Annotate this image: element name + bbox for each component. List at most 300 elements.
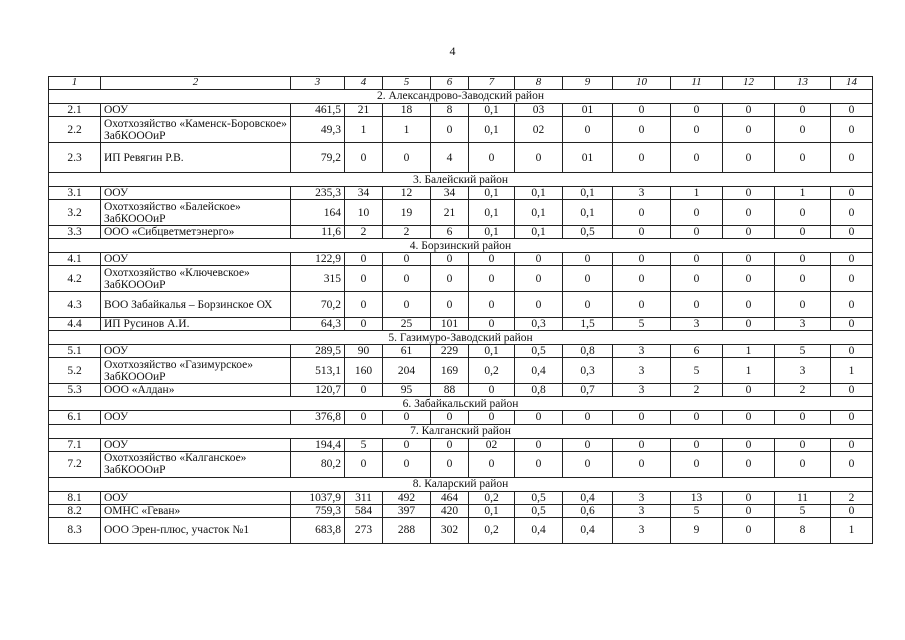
cell-col-14: 0 <box>831 504 873 517</box>
cell-col-3: 49,3 <box>291 117 345 143</box>
table-row <box>49 504 873 517</box>
cell-col-6: 229 <box>431 345 469 358</box>
cell-col-10: 3 <box>613 504 671 517</box>
cell-col-12: 1 <box>723 345 775 358</box>
cell-col-12: 0 <box>723 504 775 517</box>
cell-col-14: 0 <box>831 200 873 226</box>
table-row <box>49 517 873 543</box>
section-title: 2. Александрово-Заводский район <box>49 90 873 104</box>
table-row <box>49 384 873 397</box>
cell-col-8: 0 <box>515 411 563 424</box>
cell-col-12: 0 <box>723 292 775 318</box>
cell-col-9: 0 <box>563 266 613 292</box>
section-header-row <box>49 477 873 491</box>
cell-col-7: 0,1 <box>469 345 515 358</box>
cell-col-5: 492 <box>383 491 431 504</box>
row-name: ООУ <box>101 411 291 424</box>
cell-col-4: 0 <box>345 143 383 173</box>
cell-col-4: 311 <box>345 491 383 504</box>
row-number: 8.2 <box>49 504 101 517</box>
cell-col-14: 0 <box>831 292 873 318</box>
cell-col-11: 0 <box>671 266 723 292</box>
cell-col-4: 0 <box>345 292 383 318</box>
cell-col-10: 0 <box>613 117 671 143</box>
row-number: 4.4 <box>49 318 101 331</box>
cell-col-10: 0 <box>613 411 671 424</box>
cell-col-14: 0 <box>831 143 873 173</box>
row-name: Охотхозяйство «Ключевское» ЗабКОООиР <box>101 266 291 292</box>
cell-col-9: 01 <box>563 143 613 173</box>
cell-col-5: 0 <box>383 266 431 292</box>
section-header-row <box>49 239 873 253</box>
cell-col-12: 0 <box>723 438 775 451</box>
table-row <box>49 117 873 143</box>
cell-col-6: 169 <box>431 358 469 384</box>
row-name: ИП Ревягин Р.В. <box>101 143 291 173</box>
cell-col-7: 02 <box>469 438 515 451</box>
row-name: ООУ <box>101 104 291 117</box>
row-name: Охотхозяйство «Калганское» ЗабКОООиР <box>101 451 291 477</box>
cell-col-4: 0 <box>345 411 383 424</box>
cell-col-8: 0,1 <box>515 226 563 239</box>
cell-col-12: 0 <box>723 517 775 543</box>
cell-col-4: 584 <box>345 504 383 517</box>
cell-col-12: 0 <box>723 104 775 117</box>
cell-col-8: 0,4 <box>515 517 563 543</box>
cell-col-3: 461,5 <box>291 104 345 117</box>
cell-col-7: 0,2 <box>469 491 515 504</box>
row-name: ООУ <box>101 438 291 451</box>
cell-col-8: 0 <box>515 253 563 266</box>
cell-col-13: 3 <box>775 358 831 384</box>
cell-col-4: 34 <box>345 187 383 200</box>
column-number-6: 6 <box>431 77 469 90</box>
cell-col-4: 0 <box>345 253 383 266</box>
cell-col-6: 6 <box>431 226 469 239</box>
cell-col-6: 8 <box>431 104 469 117</box>
cell-col-10: 3 <box>613 358 671 384</box>
row-number: 7.1 <box>49 438 101 451</box>
cell-col-9: 0,1 <box>563 187 613 200</box>
section-header-row <box>49 90 873 104</box>
section-header-row <box>49 424 873 438</box>
cell-col-6: 34 <box>431 187 469 200</box>
cell-col-3: 79,2 <box>291 143 345 173</box>
cell-col-13: 0 <box>775 451 831 477</box>
cell-col-14: 0 <box>831 104 873 117</box>
column-number-5: 5 <box>383 77 431 90</box>
cell-col-4: 10 <box>345 200 383 226</box>
cell-col-6: 0 <box>431 451 469 477</box>
cell-col-14: 2 <box>831 491 873 504</box>
cell-col-5: 19 <box>383 200 431 226</box>
row-number: 3.1 <box>49 187 101 200</box>
column-number-13: 13 <box>775 77 831 90</box>
table-row <box>49 292 873 318</box>
cell-col-11: 0 <box>671 451 723 477</box>
cell-col-11: 0 <box>671 117 723 143</box>
cell-col-13: 0 <box>775 200 831 226</box>
cell-col-10: 3 <box>613 345 671 358</box>
row-name: ООУ <box>101 345 291 358</box>
cell-col-7: 0 <box>469 411 515 424</box>
cell-col-12: 0 <box>723 491 775 504</box>
cell-col-6: 88 <box>431 384 469 397</box>
cell-col-7: 0 <box>469 292 515 318</box>
cell-col-3: 122,9 <box>291 253 345 266</box>
cell-col-4: 0 <box>345 318 383 331</box>
section-title: 6. Забайкальский район <box>49 397 873 411</box>
column-number-8: 8 <box>515 77 563 90</box>
cell-col-11: 0 <box>671 143 723 173</box>
cell-col-11: 6 <box>671 345 723 358</box>
cell-col-10: 0 <box>613 226 671 239</box>
cell-col-7: 0 <box>469 384 515 397</box>
row-number: 8.3 <box>49 517 101 543</box>
cell-col-14: 0 <box>831 187 873 200</box>
cell-col-14: 0 <box>831 117 873 143</box>
cell-col-10: 0 <box>613 200 671 226</box>
cell-col-11: 3 <box>671 318 723 331</box>
column-number-14: 14 <box>831 77 873 90</box>
cell-col-4: 0 <box>345 266 383 292</box>
cell-col-6: 0 <box>431 292 469 318</box>
table-row <box>49 411 873 424</box>
row-name: Охотхозяйство «Газимурское» ЗабКОООиР <box>101 358 291 384</box>
cell-col-7: 0,2 <box>469 517 515 543</box>
column-number-9: 9 <box>563 77 613 90</box>
cell-col-14: 0 <box>831 318 873 331</box>
cell-col-10: 0 <box>613 451 671 477</box>
column-number-7: 7 <box>469 77 515 90</box>
column-number-4: 4 <box>345 77 383 90</box>
cell-col-7: 0 <box>469 318 515 331</box>
cell-col-5: 95 <box>383 384 431 397</box>
cell-col-8: 0 <box>515 451 563 477</box>
row-name: Охотхозяйство «Балейское» ЗабКОООиР <box>101 200 291 226</box>
cell-col-12: 0 <box>723 226 775 239</box>
cell-col-14: 0 <box>831 253 873 266</box>
cell-col-4: 1 <box>345 117 383 143</box>
table-row <box>49 253 873 266</box>
cell-col-12: 0 <box>723 200 775 226</box>
cell-col-13: 2 <box>775 384 831 397</box>
cell-col-9: 0,1 <box>563 200 613 226</box>
cell-col-11: 1 <box>671 187 723 200</box>
cell-col-5: 61 <box>383 345 431 358</box>
table-row <box>49 266 873 292</box>
cell-col-3: 683,8 <box>291 517 345 543</box>
cell-col-6: 464 <box>431 491 469 504</box>
cell-col-7: 0,1 <box>469 117 515 143</box>
cell-col-11: 5 <box>671 358 723 384</box>
cell-col-4: 0 <box>345 451 383 477</box>
table-row <box>49 200 873 226</box>
cell-col-7: 0 <box>469 253 515 266</box>
cell-col-4: 21 <box>345 104 383 117</box>
row-number: 8.1 <box>49 491 101 504</box>
cell-col-4: 90 <box>345 345 383 358</box>
section-title: 3. Балейский район <box>49 173 873 187</box>
cell-col-13: 8 <box>775 517 831 543</box>
cell-col-11: 2 <box>671 384 723 397</box>
cell-col-7: 0,1 <box>469 504 515 517</box>
cell-col-8: 0,1 <box>515 200 563 226</box>
cell-col-3: 70,2 <box>291 292 345 318</box>
cell-col-14: 0 <box>831 451 873 477</box>
cell-col-9: 0 <box>563 117 613 143</box>
section-title: 5. Газимуро-Заводский район <box>49 331 873 345</box>
cell-col-6: 420 <box>431 504 469 517</box>
cell-col-13: 0 <box>775 104 831 117</box>
row-name: ООУ <box>101 491 291 504</box>
cell-col-11: 0 <box>671 411 723 424</box>
row-name: ОМНС «Геван» <box>101 504 291 517</box>
cell-col-13: 0 <box>775 226 831 239</box>
cell-col-6: 101 <box>431 318 469 331</box>
column-number-2: 2 <box>101 77 291 90</box>
row-number: 2.1 <box>49 104 101 117</box>
cell-col-9: 0 <box>563 451 613 477</box>
cell-col-14: 1 <box>831 358 873 384</box>
cell-col-9: 0,5 <box>563 226 613 239</box>
cell-col-12: 0 <box>723 451 775 477</box>
cell-col-14: 0 <box>831 266 873 292</box>
cell-col-13: 0 <box>775 292 831 318</box>
cell-col-13: 0 <box>775 411 831 424</box>
cell-col-13: 0 <box>775 143 831 173</box>
row-name: ИП Русинов А.И. <box>101 318 291 331</box>
cell-col-3: 1037,9 <box>291 491 345 504</box>
cell-col-10: 3 <box>613 517 671 543</box>
cell-col-5: 397 <box>383 504 431 517</box>
cell-col-11: 0 <box>671 104 723 117</box>
cell-col-11: 9 <box>671 517 723 543</box>
cell-col-3: 376,8 <box>291 411 345 424</box>
cell-col-5: 0 <box>383 143 431 173</box>
table-row <box>49 345 873 358</box>
row-name: ООО «Сибцветметэнерго» <box>101 226 291 239</box>
cell-col-11: 0 <box>671 438 723 451</box>
cell-col-8: 0 <box>515 266 563 292</box>
row-number: 4.1 <box>49 253 101 266</box>
cell-col-12: 0 <box>723 318 775 331</box>
cell-col-5: 1 <box>383 117 431 143</box>
cell-col-6: 0 <box>431 438 469 451</box>
cell-col-5: 0 <box>383 438 431 451</box>
column-number-1: 1 <box>49 77 101 90</box>
row-name: Охотхозяйство «Каменск-Боровское» ЗабКОООиР <box>101 117 291 143</box>
row-number: 6.1 <box>49 411 101 424</box>
cell-col-3: 64,3 <box>291 318 345 331</box>
cell-col-3: 164 <box>291 200 345 226</box>
cell-col-6: 21 <box>431 200 469 226</box>
cell-col-3: 289,5 <box>291 345 345 358</box>
cell-col-12: 0 <box>723 384 775 397</box>
cell-col-14: 0 <box>831 345 873 358</box>
table-row <box>49 187 873 200</box>
row-number: 4.3 <box>49 292 101 318</box>
cell-col-13: 0 <box>775 117 831 143</box>
cell-col-3: 235,3 <box>291 187 345 200</box>
cell-col-4: 160 <box>345 358 383 384</box>
cell-col-9: 0,8 <box>563 345 613 358</box>
cell-col-14: 0 <box>831 384 873 397</box>
cell-col-11: 0 <box>671 292 723 318</box>
hunting-data-table <box>48 76 873 544</box>
cell-col-9: 0 <box>563 292 613 318</box>
column-number-row <box>49 77 873 90</box>
cell-col-10: 0 <box>613 438 671 451</box>
row-name: ООУ <box>101 253 291 266</box>
cell-col-9: 0,4 <box>563 517 613 543</box>
cell-col-8: 0,3 <box>515 318 563 331</box>
cell-col-10: 0 <box>613 104 671 117</box>
row-number: 5.2 <box>49 358 101 384</box>
cell-col-12: 0 <box>723 143 775 173</box>
cell-col-10: 3 <box>613 491 671 504</box>
cell-col-9: 1,5 <box>563 318 613 331</box>
table-row <box>49 491 873 504</box>
cell-col-7: 0,1 <box>469 187 515 200</box>
cell-col-6: 0 <box>431 266 469 292</box>
row-number: 3.2 <box>49 200 101 226</box>
row-name: ООУ <box>101 187 291 200</box>
cell-col-11: 5 <box>671 504 723 517</box>
cell-col-6: 0 <box>431 411 469 424</box>
cell-col-9: 0,7 <box>563 384 613 397</box>
cell-col-8: 0 <box>515 438 563 451</box>
cell-col-10: 0 <box>613 292 671 318</box>
cell-col-6: 0 <box>431 253 469 266</box>
cell-col-5: 288 <box>383 517 431 543</box>
cell-col-12: 0 <box>723 411 775 424</box>
section-title: 4. Борзинский район <box>49 239 873 253</box>
column-number-11: 11 <box>671 77 723 90</box>
cell-col-9: 0,3 <box>563 358 613 384</box>
cell-col-8: 0,5 <box>515 504 563 517</box>
cell-col-8: 0 <box>515 292 563 318</box>
cell-col-3: 194,4 <box>291 438 345 451</box>
cell-col-14: 0 <box>831 226 873 239</box>
cell-col-4: 5 <box>345 438 383 451</box>
cell-col-9: 0 <box>563 253 613 266</box>
cell-col-8: 03 <box>515 104 563 117</box>
cell-col-10: 0 <box>613 266 671 292</box>
row-number: 2.2 <box>49 117 101 143</box>
row-number: 7.2 <box>49 451 101 477</box>
section-title: 7. Калганский район <box>49 424 873 438</box>
table-row <box>49 358 873 384</box>
cell-col-14: 0 <box>831 438 873 451</box>
cell-col-8: 0,5 <box>515 491 563 504</box>
cell-col-4: 2 <box>345 226 383 239</box>
cell-col-10: 3 <box>613 384 671 397</box>
cell-col-4: 0 <box>345 384 383 397</box>
cell-col-7: 0,1 <box>469 104 515 117</box>
cell-col-8: 0,5 <box>515 345 563 358</box>
cell-col-4: 273 <box>345 517 383 543</box>
table-row <box>49 318 873 331</box>
page-number: 4 <box>449 44 456 58</box>
cell-col-9: 01 <box>563 104 613 117</box>
cell-col-5: 25 <box>383 318 431 331</box>
cell-col-7: 0,1 <box>469 226 515 239</box>
cell-col-3: 120,7 <box>291 384 345 397</box>
cell-col-3: 315 <box>291 266 345 292</box>
cell-col-7: 0,2 <box>469 358 515 384</box>
cell-col-10: 0 <box>613 253 671 266</box>
cell-col-12: 1 <box>723 358 775 384</box>
cell-col-5: 0 <box>383 451 431 477</box>
cell-col-11: 0 <box>671 253 723 266</box>
cell-col-9: 0 <box>563 438 613 451</box>
cell-col-3: 80,2 <box>291 451 345 477</box>
cell-col-5: 0 <box>383 292 431 318</box>
row-number: 5.3 <box>49 384 101 397</box>
cell-col-9: 0,6 <box>563 504 613 517</box>
cell-col-8: 0,4 <box>515 358 563 384</box>
cell-col-11: 0 <box>671 200 723 226</box>
section-header-row <box>49 331 873 345</box>
cell-col-12: 0 <box>723 117 775 143</box>
cell-col-5: 2 <box>383 226 431 239</box>
cell-col-13: 3 <box>775 318 831 331</box>
section-header-row <box>49 397 873 411</box>
column-number-12: 12 <box>723 77 775 90</box>
row-name: ООО Эрен-плюс, участок №1 <box>101 517 291 543</box>
table-row <box>49 104 873 117</box>
table-row <box>49 226 873 239</box>
cell-col-10: 5 <box>613 318 671 331</box>
cell-col-10: 3 <box>613 187 671 200</box>
cell-col-8: 0 <box>515 143 563 173</box>
table-row <box>49 143 873 173</box>
cell-col-12: 0 <box>723 266 775 292</box>
cell-col-8: 0,8 <box>515 384 563 397</box>
cell-col-3: 513,1 <box>291 358 345 384</box>
cell-col-13: 0 <box>775 266 831 292</box>
row-number: 2.3 <box>49 143 101 173</box>
cell-col-5: 204 <box>383 358 431 384</box>
cell-col-7: 0,1 <box>469 200 515 226</box>
cell-col-12: 0 <box>723 187 775 200</box>
row-number: 4.2 <box>49 266 101 292</box>
table-row <box>49 438 873 451</box>
row-name: ООО «Алдан» <box>101 384 291 397</box>
cell-col-13: 0 <box>775 438 831 451</box>
cell-col-13: 5 <box>775 345 831 358</box>
cell-col-14: 0 <box>831 411 873 424</box>
column-number-10: 10 <box>613 77 671 90</box>
column-number-3: 3 <box>291 77 345 90</box>
cell-col-13: 5 <box>775 504 831 517</box>
cell-col-5: 12 <box>383 187 431 200</box>
cell-col-9: 0,4 <box>563 491 613 504</box>
row-number: 5.1 <box>49 345 101 358</box>
cell-col-13: 0 <box>775 253 831 266</box>
table-row <box>49 451 873 477</box>
cell-col-6: 4 <box>431 143 469 173</box>
cell-col-6: 302 <box>431 517 469 543</box>
cell-col-13: 11 <box>775 491 831 504</box>
cell-col-11: 13 <box>671 491 723 504</box>
cell-col-5: 18 <box>383 104 431 117</box>
cell-col-7: 0 <box>469 143 515 173</box>
section-header-row <box>49 173 873 187</box>
cell-col-7: 0 <box>469 266 515 292</box>
cell-col-13: 1 <box>775 187 831 200</box>
